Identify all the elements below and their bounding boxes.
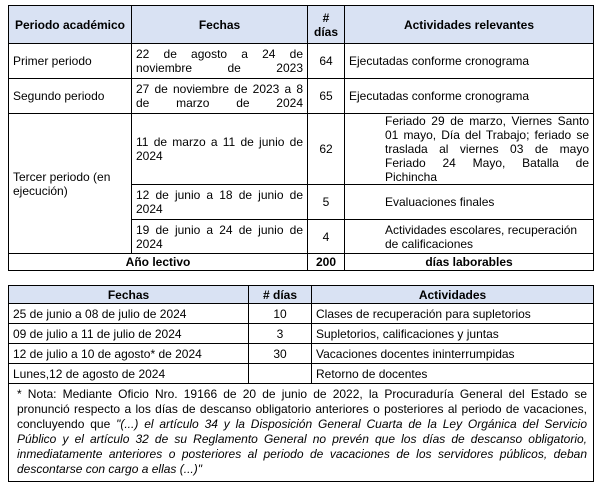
- note-quote: "(...) el artículo 34 y la Disposición General Cuarta de la Ley Orgánica del Servicio Público y el artículo 32 de su Reglamento General no prevén que los días de descanso obligatorio, inmediatamente anteriores o posteriores al periodo de vacaciones de los servidores públicos, deban descontarse con cargo a ellas (...)": [17, 417, 587, 476]
- total-dias: 200: [308, 254, 345, 271]
- table-row: [9, 114, 594, 185]
- header-periodo: Periodo académico: [9, 6, 132, 44]
- dias-cell: 62: [308, 114, 345, 185]
- dias-cell: 5: [308, 185, 345, 220]
- vacation-table: [8, 285, 594, 482]
- fechas-cell: 27 de noviembre de 2023 a 8 de marzo de 2024: [132, 79, 308, 114]
- total-actividades: días laborables: [345, 254, 594, 271]
- dias-cell: 30: [249, 344, 312, 364]
- fechas-cell: 22 de agosto a 24 de noviembre de 2023: [132, 44, 308, 79]
- dias-cell: [249, 364, 312, 384]
- table-row: [9, 344, 594, 364]
- actividades-cell: Ejecutadas conforme cronograma: [345, 79, 594, 114]
- fechas-cell: Lunes,12 de agosto de 2024: [9, 364, 249, 384]
- fechas-cell: 11 de marzo a 11 de junio de 2024: [132, 114, 308, 185]
- table-row: [9, 324, 594, 344]
- fechas-cell: 09 de julio a 11 de julio de 2024: [9, 324, 249, 344]
- periodo-cell: Primer periodo: [9, 44, 132, 79]
- periodo-cell: Segundo periodo: [9, 79, 132, 114]
- header-dias: # días: [308, 6, 345, 44]
- table-row: [9, 44, 594, 79]
- actividades-cell: Feriado 29 de marzo, Viernes Santo 01 mayo, Día del Trabajo; feriado se traslada al viernes 03 de mayo Feriado 24 Mayo, Batalla de Pichincha: [345, 114, 594, 185]
- header-fechas: Fechas: [132, 6, 308, 44]
- actividades-cell: Retorno de docentes: [312, 364, 594, 384]
- dias-cell: 3: [249, 324, 312, 344]
- actividades-cell: Clases de recuperación para supletorios: [312, 304, 594, 324]
- note-cell: [9, 384, 594, 482]
- actividades-cell: Ejecutadas conforme cronograma: [345, 44, 594, 79]
- table-row: [9, 304, 594, 324]
- table-row: [9, 79, 594, 114]
- total-row: [9, 254, 594, 271]
- dias-cell: 65: [308, 79, 345, 114]
- header-actividades: Actividades relevantes: [345, 6, 594, 44]
- dias-cell: 64: [308, 44, 345, 79]
- dias-cell: 10: [249, 304, 312, 324]
- header-dias: # días: [249, 286, 312, 304]
- periodo-cell: Tercer periodo (en ejecución): [9, 114, 132, 254]
- header-actividades: Actividades: [312, 286, 594, 304]
- note-row: [9, 384, 594, 482]
- fechas-cell: 25 de junio a 08 de julio de 2024: [9, 304, 249, 324]
- fechas-cell: 12 de junio a 18 de junio de 2024: [132, 185, 308, 220]
- total-label: Año lectivo: [9, 254, 308, 271]
- note-text: * Nota: Mediante Oficio Nro. 19166 de 20 de junio de 2022, la Procuraduría General del Estado se pronunció respecto a los días de descanso obligatorio anteriores o posteriores al periodo de vacaciones, concluyendo que: [17, 387, 587, 431]
- table-row: [9, 364, 594, 384]
- actividades-cell: Actividades escolares, recuperación de calificaciones: [345, 220, 594, 254]
- header-fechas: Fechas: [9, 286, 249, 304]
- actividades-cell: Vacaciones docentes ininterrumpidas: [312, 344, 594, 364]
- academic-calendar-table: [8, 5, 594, 271]
- fechas-cell: 19 de junio a 24 de junio de 2024: [132, 220, 308, 254]
- actividades-cell: Evaluaciones finales: [345, 185, 594, 220]
- actividades-cell: Supletorios, calificaciones y juntas: [312, 324, 594, 344]
- dias-cell: 4: [308, 220, 345, 254]
- fechas-cell: 12 de julio a 10 de agosto* de 2024: [9, 344, 249, 364]
